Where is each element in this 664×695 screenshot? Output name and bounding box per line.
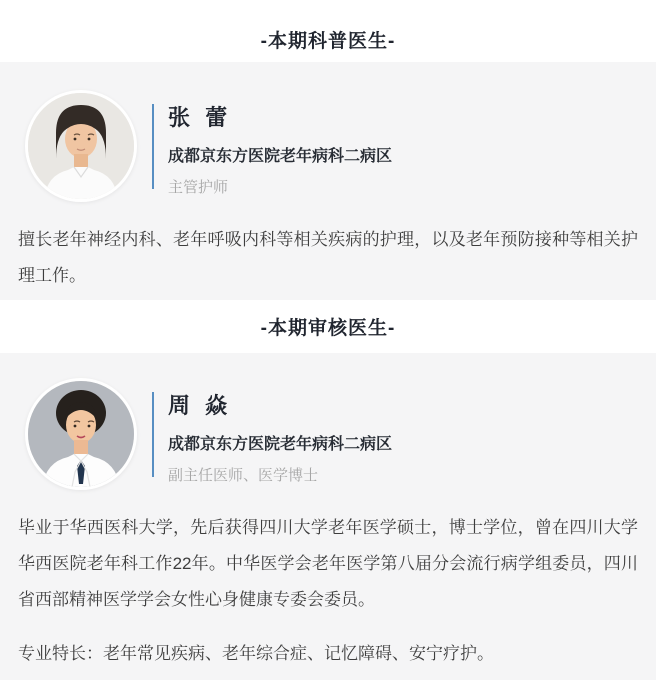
nurse-portrait-illustration [28,93,134,199]
doctor-card-1 [0,62,656,300]
doctor-card-2 [0,353,656,680]
doctor-1-description: 擅长老年神经内科、老年呼吸内科等相关疾病的护理，以及老年预防接种等相关护理工作。 [18,230,638,285]
profile-divider [152,392,154,477]
section-2-header [0,300,656,353]
section-1-title: -本期科普医生- [260,30,396,52]
section-2-title: -本期审核医生- [260,318,396,339]
doctor-1-photo[interactable] [25,90,137,202]
profile-divider [152,104,154,189]
doctor-2-info [168,378,392,490]
doctor-portrait-illustration [28,381,134,487]
doctor-1-profile-row [18,90,638,202]
doctor-2-description: 毕业于华西医科大学，先后获得四川大学老年医学硕士，博士学位，曾在四川大学华西医院老年科工作22年。中华医学会老年医学第八届分会流行病学组委员，四川省西部精神医学学会女性心身健康专委会委员。 [18,518,638,609]
doctor-1-info [168,90,392,202]
doctor-2-profile-row [18,378,638,490]
section-1-header [0,0,656,62]
doctor-2-photo[interactable] [25,378,137,490]
doctor-1-title: 主管护师 [168,179,229,196]
doctor-1-department: 成都京东方医院老年病科二病区 [168,148,393,165]
doctor-2-specialty: 专业特长：老年常见疾病、老年综合症、记忆障碍、安宁疗护。 [18,644,494,663]
doctor-1-name: 张 蕾 [168,105,228,130]
doctor-2-department: 成都京东方医院老年病科二病区 [168,436,393,453]
doctor-2-name: 周 焱 [168,393,228,418]
doctor-2-title: 副主任医师、医学博士 [168,467,319,484]
